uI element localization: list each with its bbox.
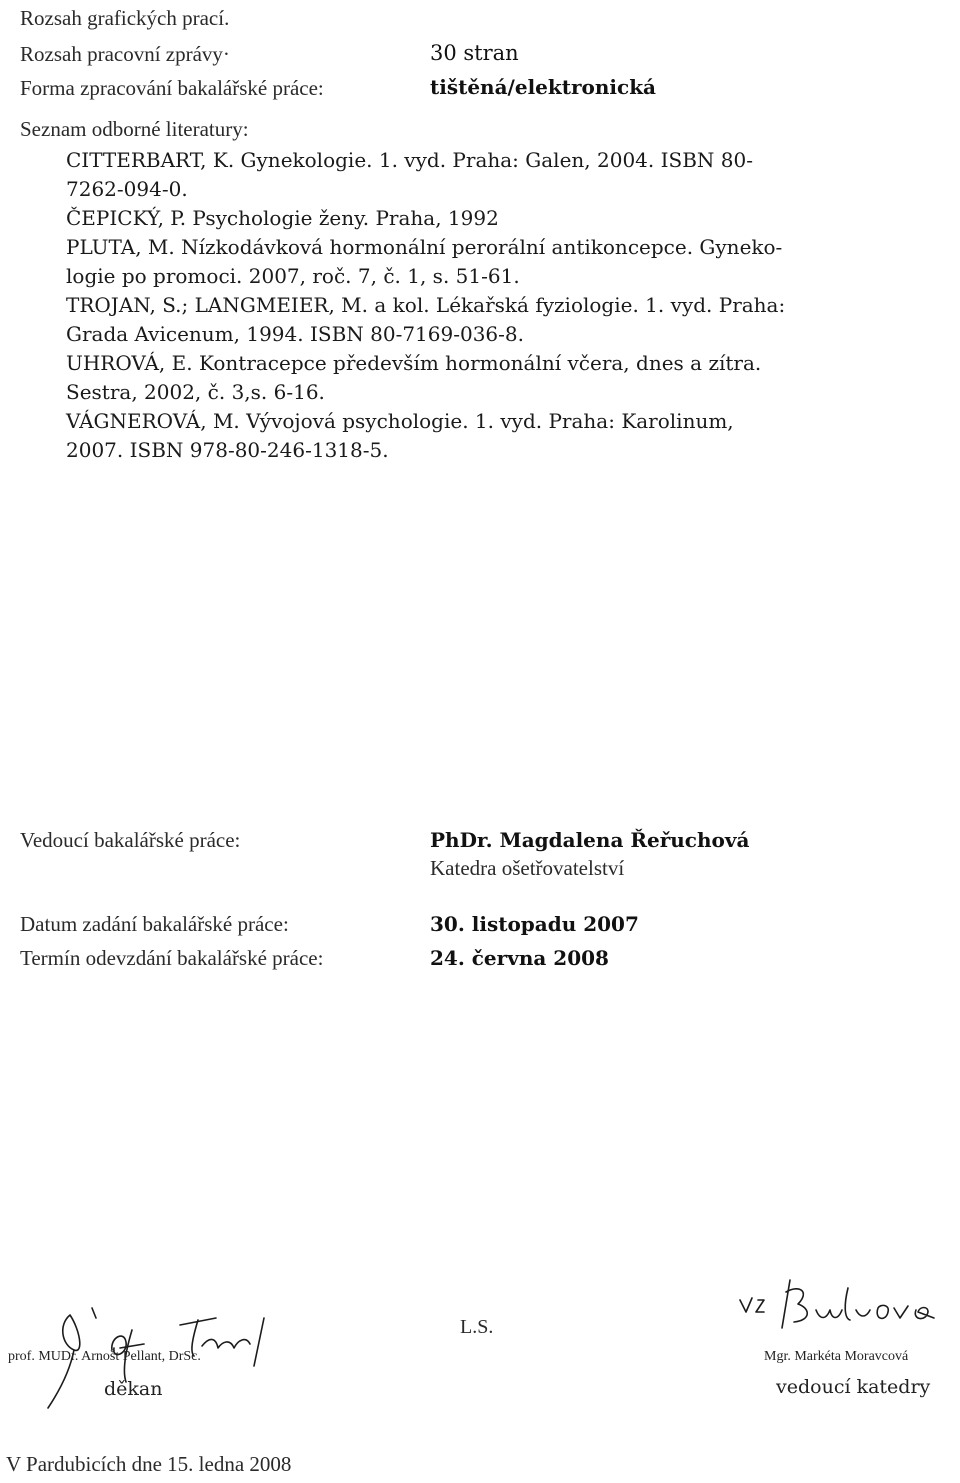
literature-line: PLUTA, M. Nízkodávková hormonální perorální antikoncepce. Gyneko- bbox=[66, 235, 783, 259]
graphics-scope-label: Rozsah grafických prací. bbox=[20, 6, 230, 30]
report-scope-label: Rozsah pracovní zprávy· bbox=[20, 42, 230, 66]
literature-line: TROJAN, S.; LANGMEIER, M. a kol. Lékařská fyziologie. 1. vyd. Praha: bbox=[66, 293, 786, 317]
literature-line: logie po promoci. 2007, roč. 7, č. 1, s. 51-61. bbox=[66, 264, 520, 288]
due-date-label: Termín odevzdání bakalářské práce: bbox=[20, 946, 324, 970]
supervisor-department: Katedra ošetřovatelství bbox=[430, 856, 625, 880]
form-value: tištěná/elektronická bbox=[430, 75, 657, 99]
due-date-value: 24. června 2008 bbox=[430, 946, 609, 970]
form-label: Forma zpracování bakalářské práce: bbox=[20, 76, 324, 100]
literature-line: 2007. ISBN 978-80-246-1318-5. bbox=[66, 438, 389, 462]
head-signature bbox=[730, 1270, 950, 1340]
literature-line: Grada Avicenum, 1994. ISBN 80-7169-036-8. bbox=[66, 322, 524, 346]
literature-line: Sestra, 2002, č. 3,s. 6-16. bbox=[66, 380, 325, 404]
literature-line: CITTERBART, K. Gynekologie. 1. vyd. Praha: Galen, 2004. ISBN 80- bbox=[66, 148, 753, 172]
literature-title: Seznam odborné literatury: bbox=[20, 117, 249, 141]
supervisor-label: Vedoucí bakalářské práce: bbox=[20, 828, 241, 852]
literature-list bbox=[66, 146, 785, 465]
seal-ls: L.S. bbox=[460, 1316, 494, 1338]
literature-line: UHROVÁ, E. Kontracepce především hormonální včera, dnes a zítra. bbox=[66, 351, 762, 375]
supervisor-name: PhDr. Magdalena Řeřuchová bbox=[430, 828, 750, 852]
assigned-date-value: 30. listopadu 2007 bbox=[430, 912, 639, 936]
literature-line: VÁGNEROVÁ, M. Vývojová psychologie. 1. vyd. Praha: Karolinum, bbox=[66, 409, 734, 433]
dean-role: děkan bbox=[104, 1378, 163, 1400]
literature-line: ČEPICKÝ, P. Psychologie ženy. Praha, 1992 bbox=[66, 206, 499, 230]
literature-line: 7262-094-0. bbox=[66, 177, 188, 201]
place-date: V Pardubicích dne 15. ledna 2008 bbox=[6, 1452, 292, 1476]
head-name: Mgr. Markéta Moravcová bbox=[764, 1349, 909, 1364]
assigned-date-label: Datum zadání bakalářské práce: bbox=[20, 912, 289, 936]
dean-name: prof. MUDr. Arnošt Pellant, DrSc. bbox=[8, 1349, 201, 1364]
head-role: vedoucí katedry bbox=[776, 1376, 931, 1398]
report-scope-value: 30 stran bbox=[430, 41, 519, 65]
